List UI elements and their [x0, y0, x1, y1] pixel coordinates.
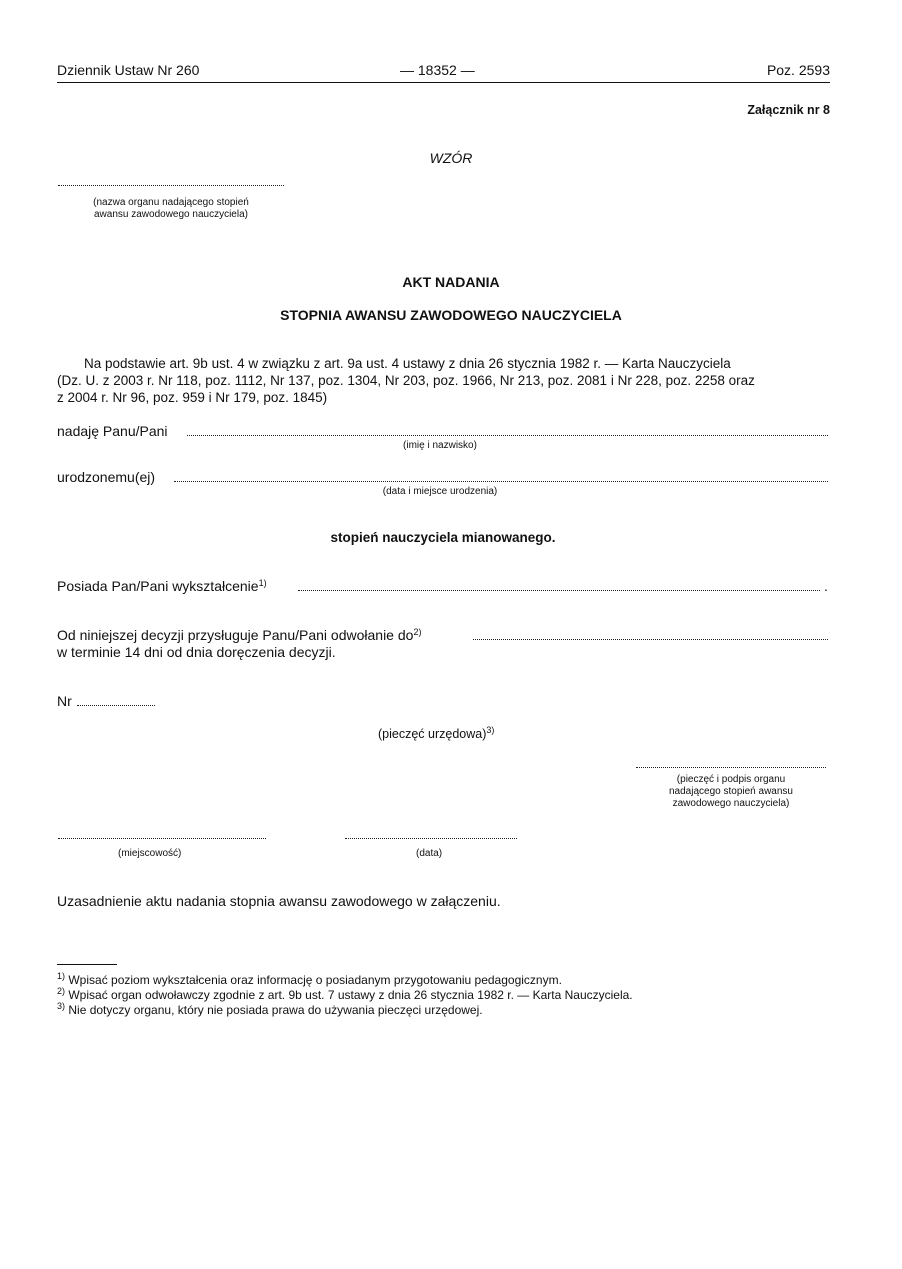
appeal-body-field[interactable] [473, 639, 828, 640]
justification-note: Uzasadnienie aktu nadania stopnia awansu zawodowego w załączeniu. [57, 893, 501, 909]
education-end: . [824, 578, 828, 594]
full-name-field[interactable] [187, 435, 828, 436]
footnote-2: $^{2)}$ Wpisać organ odwoławczy zgodnie z art. 9b ust. 7 ustawy z dnia 26 stycznia 1982 r. — Karta Nauczyciela. [57, 986, 633, 1002]
degree-statement: stopień nauczyciela mianowanego. [330, 530, 556, 545]
journal-title: Dziennik Ustaw Nr 260 [57, 62, 200, 78]
attachment-label: Załącznik nr 8 [747, 103, 830, 117]
document-subtitle: STOPNIA AWANSU ZAWODOWEGO NAUCZYCIELA [280, 307, 622, 323]
footnote-1: $^{1)}$ Wpisać poziom wykształcenia oraz informację o posiadanym przygotowaniu pedagogicznym. [57, 971, 562, 987]
education-label: Posiada Pan/Pani wykształcenie$^{1)}$ [57, 578, 267, 594]
signature-field[interactable] [636, 767, 826, 768]
issuer-caption: (nazwa organu nadającego stopień awansu zawodowego nauczyciela) [93, 197, 249, 220]
place-caption: (miejscowość) [118, 848, 182, 859]
place-field[interactable] [58, 838, 266, 839]
legal-basis-line-3: z 2004 r. Nr 96, poz. 959 i Nr 179, poz. 1845) [57, 390, 328, 405]
legal-basis-line-1: Na podstawie art. 9b ust. 4 w związku z art. 9a ust. 4 ustawy z dnia 26 stycznia 1982 r. — Karta Nauczyciela [84, 356, 731, 371]
number-label: Nr [57, 693, 72, 709]
birth-date-place-field[interactable] [174, 481, 828, 482]
official-stamp-label: (pieczęć urzędowa)$^{3)}$ [378, 725, 495, 741]
born-label: urodzonemu(ej) [57, 469, 156, 485]
signature-caption: (pieczęć i podpis organu nadającego stopień awansu zawodowego nauczyciela) [669, 774, 793, 809]
date-field[interactable] [345, 838, 517, 839]
decision-number-field[interactable] [77, 705, 155, 706]
document-title: AKT NADANIA [402, 274, 500, 290]
issuer-name-field[interactable] [58, 185, 284, 186]
page-number: — 18352 — [400, 62, 475, 78]
legal-basis-line-2: (Dz. U. z 2003 r. Nr 118, poz. 1112, Nr 137, poz. 1304, Nr 203, poz. 1966, Nr 213, poz. 2081 i Nr 228, poz. 2258 oraz [57, 373, 755, 388]
footnote-3: $^{3)}$ Nie dotyczy organu, który nie posiada prawa do używania pieczęci urzędowej. [57, 1001, 483, 1017]
grant-label: nadaję Panu/Pani [57, 423, 168, 439]
appeal-label: Od niniejszej decyzji przysługuje Panu/Pani odwołanie $do^{2)}$ [57, 627, 422, 643]
appeal-deadline: w terminie 14 dni od dnia doręczenia decyzji. [57, 644, 336, 660]
footnote-rule [57, 964, 117, 965]
date-caption: (data) [416, 848, 443, 859]
full-name-caption: (imię i nazwisko) [403, 440, 477, 451]
position-number: Poz. 2593 [766, 62, 830, 78]
template-label: WZÓR [429, 150, 473, 166]
birth-caption: (data i miejsce urodzenia) [382, 486, 498, 497]
header-rule [57, 82, 830, 83]
education-field[interactable] [298, 590, 820, 591]
